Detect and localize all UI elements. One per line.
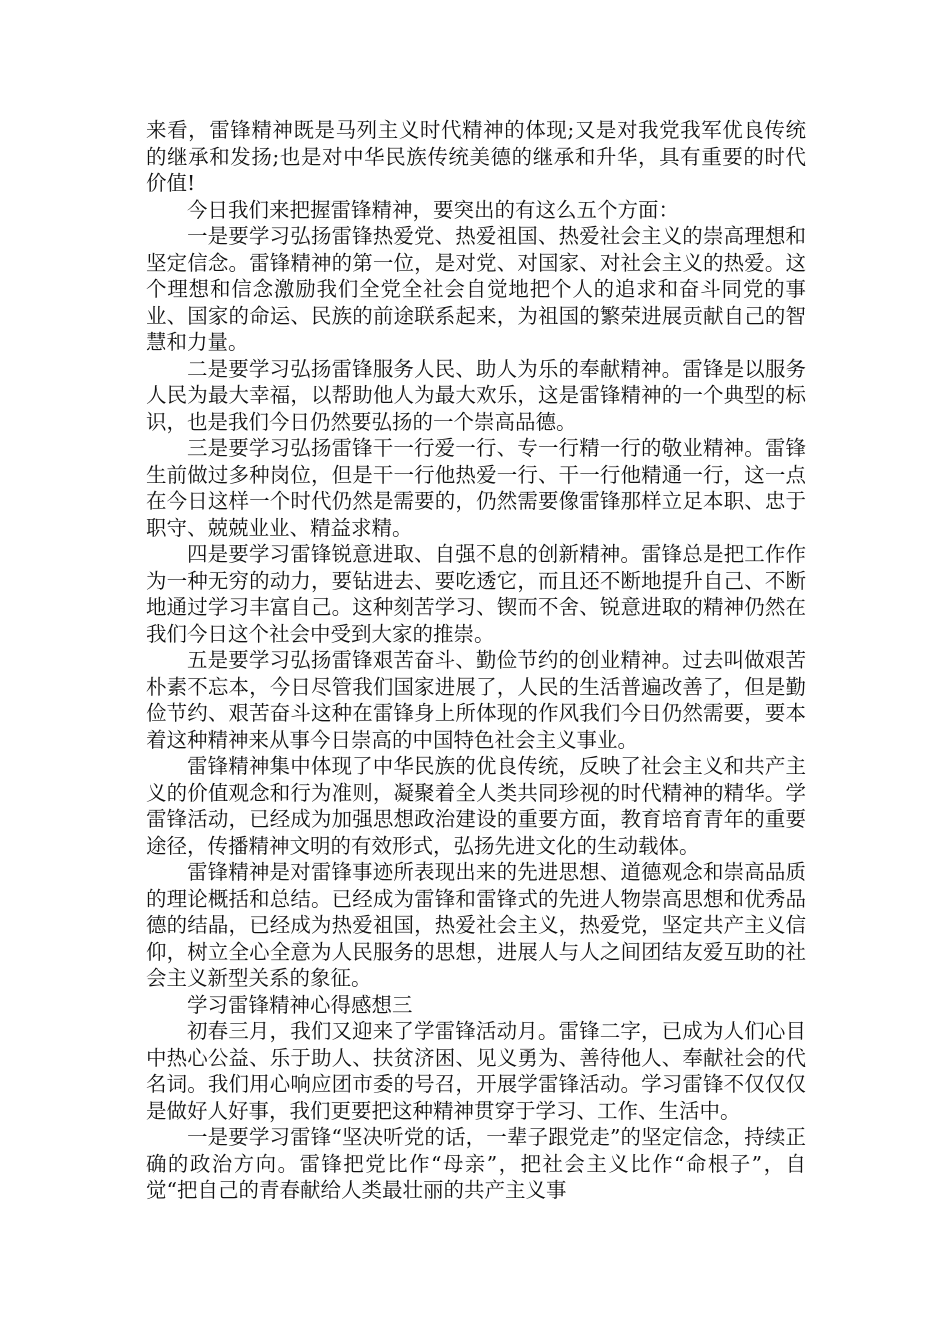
section-heading: 学习雷锋精神心得感想三 — [187, 992, 413, 1017]
document-body — [146, 117, 806, 1204]
paragraph: 五是要学习弘扬雷锋艰苦奋斗、勤俭节约的创业精神。过去叫做艰苦朴素不忘本，今日尽管我们国家进展了，人民的生活普遍改善了，但是勤俭节约、艰苦奋斗这种在雷锋身上所体现的作风我们今日仍然需要，要本着这种精神来从事今日崇高的中国特色社会主义事业。 — [146, 648, 806, 752]
paragraph: 一是要学习弘扬雷锋热爱党、热爱祖国、热爱社会主义的崇高理想和坚定信念。雷锋精神的第一位，是对党、对国家、对社会主义的热爱。这个理想和信念激励我们全党全社会自觉地把个人的追求和奋斗同党的事业、国家的命运、民族的前途联系起来，为祖国的繁荣进展贡献自己的智慧和力量。 — [146, 224, 806, 354]
paragraph: 二是要学习弘扬雷锋服务人民、助人为乐的奉献精神。雷锋是以服务人民为最大幸福，以帮助他人为最大欢乐，这是雷锋精神的一个典型的标识，也是我们今日仍然要弘扬的一个崇高品德。 — [146, 356, 806, 434]
paragraph: 三是要学习弘扬雷锋干一行爱一行、专一行精一行的敬业精神。雷锋生前做过多种岗位，但是干一行他热爱一行、干一行他精通一行，这一点在今日这样一个时代仍然是需要的，仍然需要像雷锋那样立足本职、忠于职守、兢兢业业、精益求精。 — [146, 436, 806, 540]
paragraph: 今日我们来把握雷锋精神，要突出的有这么五个方面： — [187, 197, 679, 222]
paragraph: 来看，雷锋精神既是马列主义时代精神的体现;又是对我党我军优良传统的继承和发扬;也是对中华民族传统美德的继承和升华，具有重要的时代价值! — [146, 118, 806, 195]
paragraph: 雷锋精神是对雷锋事迹所表现出来的先进思想、道德观念和崇高品质的理论概括和总结。已经成为雷锋和雷锋式的先进人物崇高思想和优秀品德的结晶，已经成为热爱祖国，热爱社会主义，热爱党，坚定共产主义信仰，树立全心全意为人民服务的思想，进展人与人之间团结友爱互助的社会主义新型关系的象征。 — [146, 860, 806, 990]
paragraph: 一是要学习雷锋“坚决听党的话，一辈子跟党走”的坚定信念，持续正确的政治方向。雷锋把党比作“母亲”，把社会主义比作“命根子”，自觉“把自己的青春献给人类最壮丽的共产主义事 — [146, 1125, 806, 1202]
paragraph: 四是要学习雷锋锐意进取、自强不息的创新精神。雷锋总是把工作作为一种无穷的动力，要钻进去、要吃透它，而且还不断地提升自己、不断地通过学习丰富自己。这种刻苦学习、锲而不舍、锐意进取的精神仍然在我们今日这个社会中受到大家的推崇。 — [146, 542, 806, 646]
paragraph: 初春三月，我们又迎来了学雷锋活动月。雷锋二字，已成为人们心目中热心公益、乐于助人、扶贫济困、见义勇为、善待他人、奉献社会的代名词。我们用心响应团市委的号召，开展学雷锋活动。学习雷锋不仅仅仅是做好人好事，我们更要把这种精神贯穿于学习、工作、生活中。 — [146, 1019, 806, 1123]
paragraph: 雷锋精神集中体现了中华民族的优良传统，反映了社会主义和共产主义的价值观念和行为准则，凝聚着全人类共同珍视的时代精神的精华。学雷锋活动，已经成为加强思想政治建设的重要方面，教育培育青年的重要途径，传播精神文明的有效形式，弘扬先进文化的生动载体。 — [146, 754, 806, 858]
